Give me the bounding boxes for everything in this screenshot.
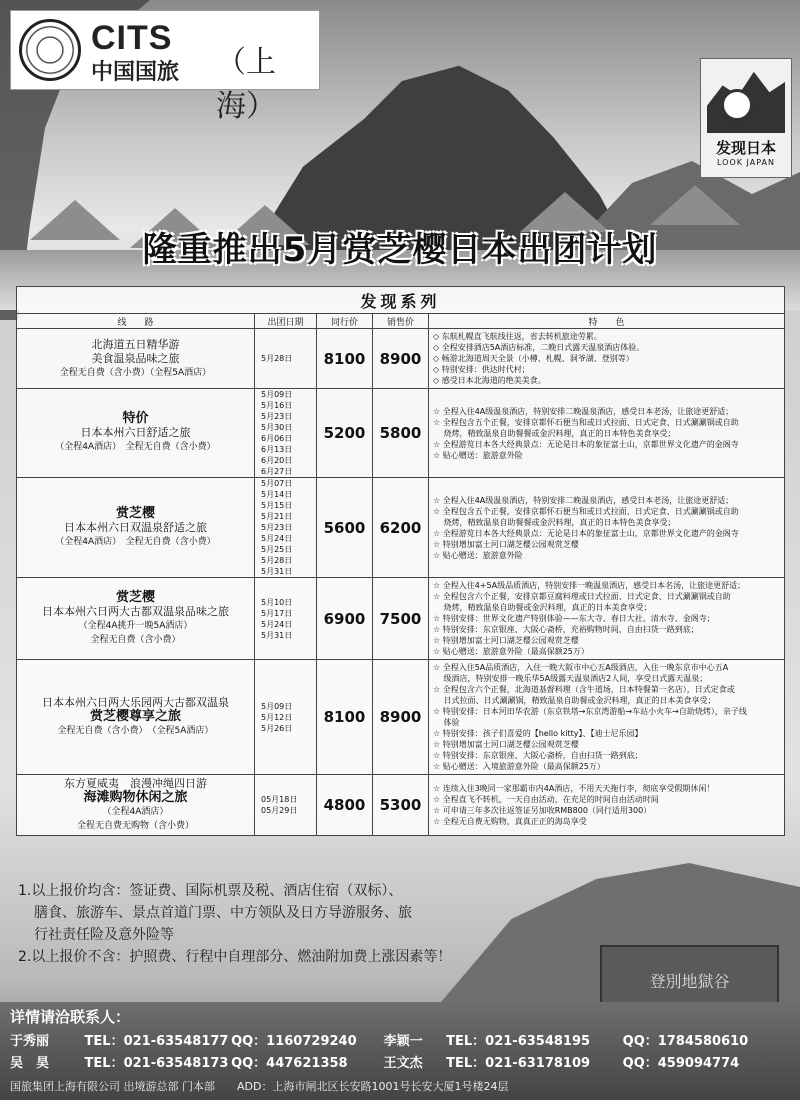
feature-line: ◇ 东航札幌直飞航线往返，省去转机旅途劳累。 [433, 332, 602, 341]
jp-logo-text: 发现日本 [715, 139, 776, 157]
feature-line: 体验 [433, 718, 460, 727]
logo-en: CITS [91, 19, 173, 57]
feature-line: ☆ 特别增加富士河口湖芝樱公园观赏芝樱 [433, 636, 579, 645]
dates-cell [255, 578, 317, 660]
route-line: 海滩购物休闲之旅 [83, 790, 188, 805]
contact-qq: QQ：459094774 [622, 1056, 740, 1071]
feature-line: ☆ 全程包含五个正餐，安排京都怀石便当和或日式拉面、日式定食、日式涮涮锅或自助 [433, 417, 739, 427]
feature-line: 烧烤，精致温泉自助餐餐或金沢料理，真正的日本特色美食享受； [433, 428, 676, 438]
feature-line: ☆ 全程游览日本各大经典景点：无论是日本的象征富士山，京都世界文化遗产的金阁寺 [433, 528, 739, 538]
sale-price: 7500 [373, 578, 429, 660]
route-line: 全程无自费（含小费） （全程5A酒店） [57, 726, 214, 736]
departure-date: 6月06日 [261, 434, 293, 443]
feature-line: 烧烤，精致温泉自助餐或金沢料理，真正的日本美食享受； [433, 603, 652, 612]
departure-date: 5月09日 [261, 390, 293, 399]
features-cell [429, 578, 785, 660]
feature-line: ☆ 全程游览日本各大经典景点：无论是日本的象征富士山，京都世界文化遗产的金阁寺 [433, 439, 739, 449]
feature-line: ◇ 畅游北海道周天全景（小樽、札幌、洞爷湖、登别等） [433, 354, 634, 363]
route-cell [17, 389, 255, 478]
feature-line: ☆ 特别增加富士河口湖芝樱公园观赏芝樱 [433, 740, 579, 749]
contact-tel: TEL：021-63178109 [446, 1056, 591, 1071]
feature-line: ☆ 可申请三年多次往返签证另加收RMB800（同行适用300） [433, 806, 652, 815]
route-cell [17, 478, 255, 578]
features-cell [429, 660, 785, 775]
globe-icon [19, 19, 81, 81]
header-route: 线 路 [17, 314, 255, 329]
feature-line: ◇ 特别安排：供达时代村； [433, 365, 530, 374]
sale-price: 6200 [373, 478, 429, 578]
jp-logo-sub: LOOK JAPAN [716, 158, 775, 167]
route-line: （全程4A酒店） 全程无自费（含小费） [55, 442, 216, 452]
tour-row [17, 578, 785, 660]
note-line: 1.以上报价均含：签证费、国际机票及税、酒店住宿（双标）、 [18, 883, 403, 899]
feature-line: ☆ 特别增加富士河口湖芝樱公园观赏芝樱 [433, 539, 579, 549]
feature-line: ☆ 全程无自费无购物，真真正正的海岛享受 [433, 817, 587, 826]
departure-date: 05月29日 [261, 806, 298, 815]
peer-price: 5600 [317, 478, 373, 578]
departure-date: 5月30日 [261, 423, 293, 432]
sale-price: 5800 [373, 389, 429, 478]
note-line: 行社责任险及意外险等 [34, 927, 174, 943]
note-line: 2.以上报价不含：护照费、行程中自理部分、燃油附加费上涨因素等！ [18, 949, 452, 965]
route-line: 北海道五日精华游 [91, 337, 180, 351]
feature-line: ☆ 特别安排：孩子们喜爱的【hello kitty】、【迪士尼乐园】 [433, 729, 643, 738]
feature-line: ☆ 特别安排：东京银座、大阪心斋桥，自由扫货一路到底； [433, 751, 643, 760]
departure-date: 05月18日 [261, 795, 298, 804]
feature-line: ☆ 全程入住4+5A级品质酒店，特别安排一晚温泉酒店，感受日本名汤，让旅途更舒适； [433, 581, 746, 590]
price-notes [18, 880, 498, 968]
tour-row [17, 329, 785, 389]
tour-row [17, 389, 785, 478]
route-line: 全程无自费（含小费） [90, 634, 181, 645]
contact-name: 于秀丽 [10, 1034, 50, 1049]
sale-price: 8900 [373, 660, 429, 775]
contact-qq: QQ：1160729240 [231, 1034, 357, 1049]
tour-row [17, 478, 785, 578]
sale-price: 5300 [373, 775, 429, 836]
route-line: 日本本州六日两大古都双温泉品味之旅 [42, 604, 229, 618]
route-line: 特价 [122, 411, 149, 426]
contact-title: 详情请洽联系人： [10, 1008, 131, 1026]
feature-line: ☆ 全程入住4A级温泉酒店，特别安排二晚温泉酒店，感受日本老汤，让旅途更舒适； [433, 406, 734, 416]
tour-table [16, 286, 785, 836]
route-line: （全程4A酒店） 全程无自费（含小费） [55, 536, 216, 547]
contact-row [10, 1030, 748, 1049]
route-line: （全程4A酒店） [102, 807, 169, 817]
route-line: 赏芝樱 [115, 505, 155, 521]
departure-date: 5月24日 [261, 619, 293, 629]
departure-date: 5月31日 [261, 630, 293, 640]
feature-line: ☆ 贴心赠送：旅游意外险 [433, 550, 523, 560]
sale-price: 8900 [373, 329, 429, 389]
contact-tel: TEL：021-63548173 [84, 1056, 229, 1071]
route-cell [17, 660, 255, 775]
dates-cell [255, 389, 317, 478]
route-line: 全程无自费（含小费）（全程5A酒店） [59, 367, 212, 378]
departure-date: 5月12日 [261, 712, 293, 722]
logo-cn: 中国国旅 [91, 60, 180, 85]
header-peer-price: 同行价 [317, 314, 373, 329]
route-cell [17, 578, 255, 660]
feature-line: ☆ 特别安排：东京银座、大阪心斋桥，充裕购物时间，自由扫货一路到底； [433, 625, 699, 634]
tour-row [17, 775, 785, 836]
tour-row [17, 660, 785, 775]
route-line: （全程4A挑升一晚5A酒店） [78, 620, 193, 631]
feature-line: ☆ 全程包含五个正餐，安排京都怀石便当和或日式拉面、日式定食、日式涮涮锅或自助 [433, 506, 739, 516]
cits-logo [10, 10, 320, 124]
route-line: 全程无自费无购物（含小费） [76, 821, 194, 831]
departure-date: 5月28日 [261, 556, 293, 565]
feature-line: ☆ 特别安排：世界文化遗产特别体验——东大寺、春日大社、清水寺、金阁寺； [433, 614, 715, 623]
feature-line: ☆ 全程直飞不转机，一天自由活动，在充足的时间自由活动时间 [433, 795, 659, 804]
dates-cell [255, 478, 317, 578]
peer-price: 5200 [317, 389, 373, 478]
contact-name: 吴 昊 [10, 1056, 50, 1071]
departure-date: 5月26日 [261, 723, 293, 733]
departure-date: 5月17日 [261, 608, 293, 618]
departure-date: 5月23日 [261, 523, 293, 532]
series-title: 发现系列 [17, 287, 785, 314]
header-sale-price: 销售价 [373, 314, 429, 329]
departure-date: 5月25日 [261, 545, 293, 554]
valley-sign [600, 945, 779, 1009]
sign-text: 登別地獄谷 [649, 972, 730, 991]
note-line: 膳食、旅游车、景点首道门票、中方领队及日方导游服务、旅 [34, 905, 412, 921]
contact-tel: TEL：021-63548195 [446, 1034, 591, 1049]
header-date: 出团日期 [255, 314, 317, 329]
departure-date: 6月13日 [261, 445, 293, 454]
departure-date: 5月28日 [261, 354, 293, 363]
discover-japan-logo [700, 58, 792, 178]
peer-price: 8100 [317, 660, 373, 775]
peer-price: 6900 [317, 578, 373, 660]
departure-date: 6月20日 [261, 456, 293, 465]
departure-date: 5月10日 [261, 597, 293, 607]
feature-line: ☆ 贴心赠送：入境旅游意外险（最高保额25万） [433, 762, 605, 771]
contact-qq: QQ：1784580610 [622, 1034, 749, 1049]
flower-icon [721, 89, 753, 121]
departure-date: 5月14日 [261, 490, 293, 499]
route-cell [17, 329, 255, 389]
departure-date: 5月21日 [261, 512, 293, 521]
contact-band [0, 1002, 800, 1100]
departure-date: 5月07日 [261, 479, 293, 488]
logo-city: （上海） [216, 45, 276, 124]
dates-cell [255, 329, 317, 389]
feature-line: ☆ 全程包含六个正餐，北海道基督料理（含牛道场，日本特餐第一名店），日式定食或 [433, 685, 735, 694]
dates-cell [255, 775, 317, 836]
departure-date: 5月23日 [261, 412, 293, 421]
departure-date: 5月24日 [261, 534, 293, 543]
header-features: 特 色 [429, 314, 785, 329]
feature-line: ☆ 全程入住4A级温泉酒店，特别安排二晚温泉酒店，感受日本老汤，让旅途更舒适； [433, 495, 734, 505]
departure-date: 6月27日 [261, 467, 293, 476]
features-cell [429, 329, 785, 389]
company-address: 国旅集团上海有限公司 出境游总部 门本部 ADD：上海市闸北区长安路1001号长安大厦1号楼24层 [10, 1080, 509, 1093]
departure-date: 5月15日 [261, 501, 293, 510]
route-line: 东方夏威夷 浪漫冲绳四日游 [64, 777, 207, 790]
route-cell [17, 775, 255, 836]
feature-line: ◇ 全程安排酒店5A酒店标准，二晚日式露天温泉酒店体验。 [433, 343, 645, 352]
feature-line: ☆ 全程入住5A品质酒店，入住一晚大阪市中心五A级酒店，入住一晚东京市中心五A [433, 663, 729, 672]
peer-price: 4800 [317, 775, 373, 836]
route-line: 日本本州六日舒适之旅 [80, 426, 191, 439]
feature-line: ☆ 连续入住3晚同一家那霸市内4A酒店，不用天天拖行李，彻底享受假期休闲！ [433, 784, 715, 793]
contact-tel: TEL：021-63548177 [84, 1034, 229, 1049]
headline: 隆重推出5月赏芝樱日本出团计划 [142, 230, 658, 270]
route-line: 日本本州六日双温泉舒适之旅 [64, 520, 207, 534]
contact-name: 李颖一 [383, 1034, 423, 1049]
feature-line: ☆ 特别安排：日本河田华农游（东京铁塔→东京湾游船→车站小火车→自助烧烤），亲子线 [433, 707, 747, 716]
contact-qq: QQ：447621358 [231, 1056, 348, 1071]
departure-date: 5月09日 [261, 701, 293, 711]
feature-line: 级酒店，特别安排一晚乐华5A级露天温泉酒店2人间，享受日式露天温泉； [433, 674, 708, 683]
features-cell [429, 389, 785, 478]
departure-date: 5月16日 [261, 401, 293, 410]
features-cell [429, 775, 785, 836]
feature-line: ☆ 贴心赠送：旅游意外险（最高保额25万） [433, 647, 589, 656]
feature-line: 烧烤，精致温泉自助餐餐或金沢料理，真正的日本特色美食享受； [433, 517, 676, 527]
route-line: 美食温泉品味之旅 [91, 351, 180, 365]
dates-cell [255, 660, 317, 775]
route-line: 日本本州六日两大乐园两大古都双温泉 [42, 696, 229, 709]
contact-row [10, 1052, 739, 1071]
route-line: 赏芝樱尊享之旅 [89, 709, 181, 724]
departure-date: 5月31日 [261, 567, 293, 576]
features-cell [429, 478, 785, 578]
feature-line: ☆ 贴心赠送：旅游意外险 [433, 450, 523, 460]
peer-price: 8100 [317, 329, 373, 389]
route-line: 赏芝樱 [115, 589, 155, 605]
contact-name: 王文杰 [383, 1056, 423, 1071]
feature-line: ◇ 感受日本北海道的绝美美食。 [433, 376, 546, 385]
feature-line: ☆ 全程包含六个正餐，安排京都豆腐料理或日式拉面、日式定食、日式涮涮锅或自助 [433, 592, 731, 601]
feature-line: 日式拉面、日式涮涮锅，精致温泉自助餐或金沢料理，真正的日本美食享受； [433, 696, 716, 705]
